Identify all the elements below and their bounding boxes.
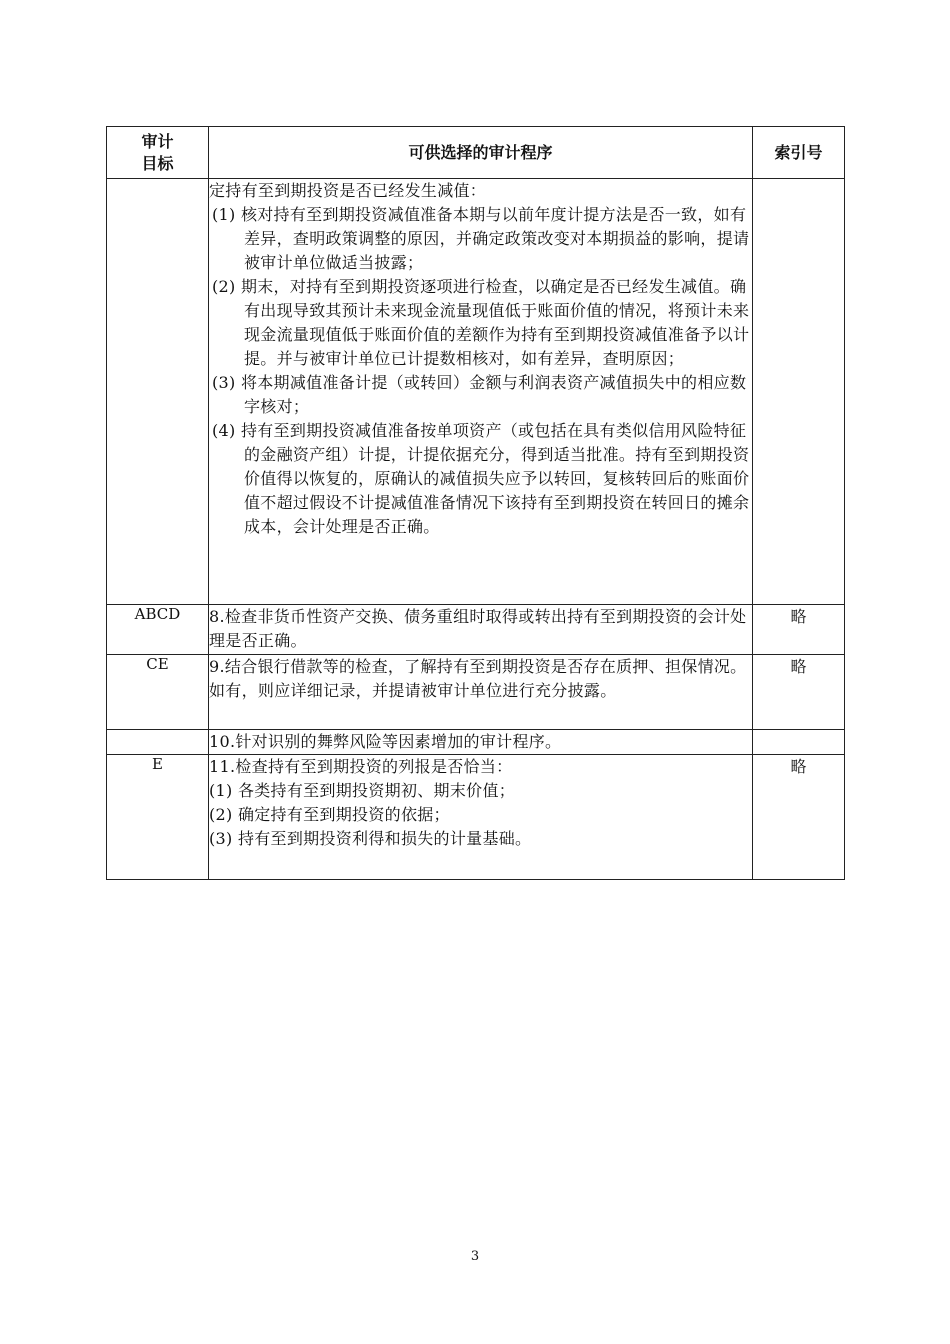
procedure-subitem: (3) 将本期减值准备计提（或转回）金额与利润表资产减值损失中的相应数字核对；	[212, 373, 747, 416]
header-procedure: 可供选择的审计程序	[209, 127, 753, 179]
row-objective: E	[107, 755, 209, 880]
row-ref: 略	[753, 655, 845, 730]
procedure-intro: 11.检查持有至到期投资的列报是否恰当：	[209, 757, 513, 776]
procedure-subitem: (4) 持有至到期投资减值准备按单项资产（或包括在具有类似信用风险特征的金融资产组）计提，计提依据充分，得到适当批准。持有至到期投资价值得以恢复的，原确认的减值损失应予以转回，复核转回后的账面价值不超过假设不计提减值准备情况下该持有至到期投资在转回日的摊余成本，会计处理是否正确。	[212, 421, 750, 536]
table-row	[107, 605, 845, 655]
row-procedure	[209, 605, 753, 655]
row-objective: ABCD	[107, 605, 209, 655]
procedure-subitem: (2) 期末，对持有至到期投资逐项进行检查，以确定是否已经发生减值。确有出现导致其预计未来现金流量现值低于账面价值的情况，将预计未来现金流量现值低于账面价值的差额作为持有至到期投资减值准备予以计提。并与被审计单位已计提数相核对，如有差异，查明原因；	[212, 277, 750, 368]
table-row	[107, 755, 845, 880]
page-number: 3	[470, 1249, 480, 1264]
header-objective: 审计 目标	[107, 127, 209, 179]
table-row	[107, 179, 845, 605]
row-objective	[107, 730, 209, 755]
row-objective	[107, 179, 209, 605]
row-ref	[753, 179, 845, 605]
row-ref: 略	[753, 605, 845, 655]
table-header-row	[107, 127, 845, 179]
row-procedure	[209, 179, 753, 605]
procedure-subitem: (2) 确定持有至到期投资的依据；	[209, 805, 450, 824]
procedure-subitem: (3) 持有至到期投资利得和损失的计量基础。	[209, 829, 532, 848]
row-ref	[753, 730, 845, 755]
procedure-subitem: (1) 核对持有至到期投资减值准备本期与以前年度计提方法是否一致，如有差异，查明政策调整的原因，并确定政策改变对本期损益的影响，提请被审计单位做适当披露；	[212, 205, 750, 272]
row-procedure	[209, 755, 753, 880]
audit-procedures-table	[106, 126, 845, 880]
procedure-text: 10.针对识别的舞弊风险等因素增加的审计程序。	[209, 732, 562, 751]
row-ref: 略	[753, 755, 845, 880]
header-ref: 索引号	[753, 127, 845, 179]
procedure-text: 8.检查非货币性资产交换、债务重组时取得或转出持有至到期投资的会计处理是否正确。	[209, 607, 747, 650]
procedure-text: 9.结合银行借款等的检查，了解持有至到期投资是否存在质押、担保情况。如有，则应详细记录，并提请被审计单位进行充分披露。	[209, 657, 747, 700]
row-procedure	[209, 655, 753, 730]
row-procedure	[209, 730, 753, 755]
table-row	[107, 655, 845, 730]
row-objective: CE	[107, 655, 209, 730]
table-row	[107, 730, 845, 755]
procedure-subitem: (1) 各类持有至到期投资期初、期末价值；	[209, 781, 516, 800]
procedure-intro: 定持有至到期投资是否已经发生减值：	[209, 181, 487, 200]
